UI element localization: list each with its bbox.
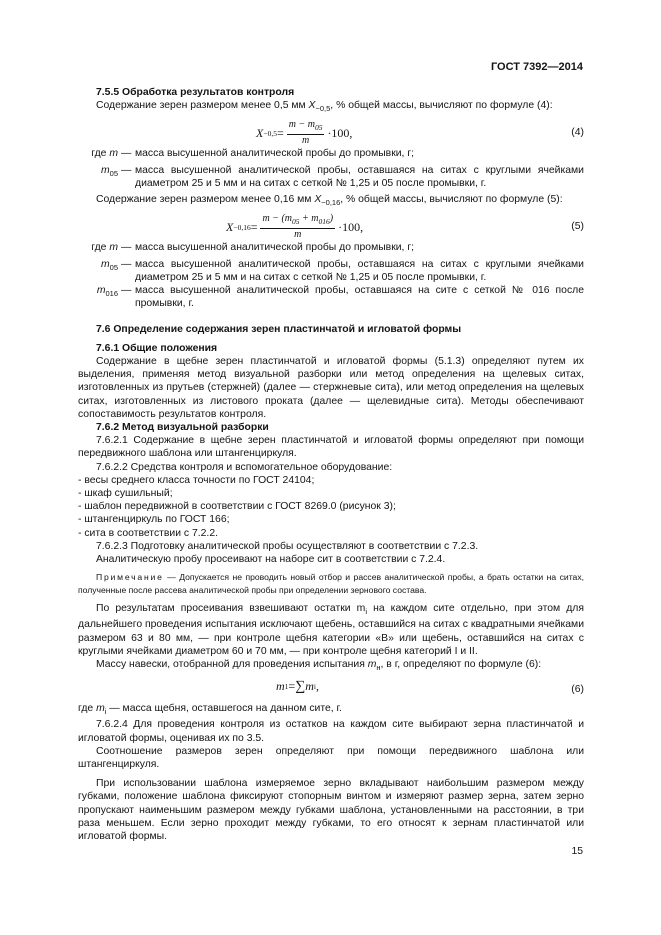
list-item: - шаблон передвижной в соответствии с ГОСТ 8269.0 (рисунок 3); <box>78 501 396 513</box>
list-item: - штангенциркуль по ГОСТ 166; <box>78 514 230 526</box>
paragraph-7-6-2-1: 7.6.2.1 Содержание в щебне зерен пластинчатой и игловатой формы определяют при помощи передвижного шаблона или штангенциркуля. <box>78 435 584 460</box>
definition-f6: где $m_i$ — масса щебня, оставшегося на данном сите, г. <box>78 703 342 717</box>
definitions-f5 <box>78 241 584 310</box>
definition-row: $m_{05}$ — масса высушенной аналитической пробы, оставшаяся на ситах с круглыми ячейками диаметром 25 и 5 мм и на ситах с сеткой № 1,25 и 05 после промывки, г. <box>101 164 584 189</box>
definitions-f4 <box>78 147 584 190</box>
paragraph-intro-f6: Массу навески, отобранной для проведения испытания $m_н$, в г, определяют по формуле (6): <box>96 658 542 672</box>
note <box>78 571 584 596</box>
paragraph-7-6-2-4: 7.6.2.4 Для проведения контроля из остатков на каждом сите выбирают зерна пластинчатой и игловатой формы, оценивая их по 3.5. <box>78 719 584 744</box>
definition-row: где m — масса высушенной аналитической пробы до промывки, г; <box>91 148 414 160</box>
formula-4: X −0,5 = $\frac{m - m_{05}}{m}$ ·100, (4) <box>256 119 584 147</box>
document-body <box>78 86 584 843</box>
paragraph-template: При использовании шаблона измеряемое зерно вкладывают наибольшим размером между губками, положение шаблона фиксируют стопорным винтом и измеряют размер зерна, затем зерно пропускают наименьшим размером между губками шаблона, установленными на расстоянии, в три раза меньшем. Если зерно проходит между губками, то его относят к зернам пластинчатой или игловатой формы. <box>78 778 584 843</box>
paragraph-sieving: Аналитическую пробу просеивают на наборе сит в соответствии с 7.2.4. <box>96 554 446 565</box>
paragraph-intro-f4: Содержание зерен размером менее 0,5 мм $X_{-0,5}$, % общей массы, вычисляют по формуле (4): <box>96 100 553 114</box>
list-item: - шкаф сушильный; <box>78 487 173 499</box>
definition-row: где m — масса высушенной аналитической пробы до промывки, г; <box>91 242 414 254</box>
paragraph-ratio: Соотношение размеров зерен определяют при помощи передвижного шаблона или штангенциркуля. <box>78 745 584 771</box>
formula-5: X −0,16 = $\frac{m - (m_{05} + m_{016})}{m}$ ·100, (5) <box>226 213 584 241</box>
paragraph-7-6-2-3: 7.6.2.3 Подготовку аналитической пробы осуществляют в соответствии с 7.2.3. <box>96 540 479 552</box>
equipment-list <box>78 474 584 540</box>
definition-row: $m_{016}$ — масса высушенной аналитической пробы, оставшаяся на сите с сеткой № 016 после промывки, г. <box>96 285 584 310</box>
formula-number-6: (6) <box>571 684 584 696</box>
paragraph-weighing: По результатам просеивания взвешивают остатки $m_i$ на каждом сите отдельно, при этом для дальнейшего проведения испытания исключают щебень, оставшийся на ситах с квадратными ячейками размером 63 и 80 мм, — при контроле щебня категории «В» или щебень, оставшийся на ситах с круглыми ячейками диаметром 60 и 70 мм, — при контроле щебня категорий I и II. <box>78 603 584 657</box>
page-number: 15 <box>571 846 583 857</box>
list-item: - сита в соответствии с 7.2.2. <box>78 527 218 539</box>
section-heading-7-5-5: 7.5.5 Обработка результатов контроля <box>96 87 295 98</box>
section-heading-7-6: 7.6 Определение содержания зерен пластинчатой и игловатой формы <box>96 323 462 335</box>
formula-number-4: (4) <box>571 127 584 139</box>
paragraph-7-6-2-2: 7.6.2.2 Средства контроля и вспомогательное оборудование: <box>96 461 393 473</box>
document-header: ГОСТ 7392—2014 <box>490 61 583 73</box>
paragraph-7-6-1: Содержание в щебне зерен пластинчатой и игловатой формы (5.1.3) определяют путем их выделения, применяя метод визуальной разборки или метод определения на щелевых ситах, изготовленных из прутьев (стержней) (далее — стержневые сита), или метод определения на щелевых ситах, изготовленных из листового проката (далее — щелевидные сита). Методы обеспечивают сопоставимость результатов контроля. <box>78 355 584 420</box>
section-heading-7-6-2: 7.6.2 Метод визуальной разборки <box>96 421 269 433</box>
paragraph-intro-f5: Содержание зерен размером менее 0,16 мм $X_{-0,16}$, % общей массы, вычисляют по формуле (5): <box>96 194 563 208</box>
formula-6: m 1 = ∑ m i , (6) <box>276 679 584 696</box>
section-heading-7-6-1: 7.6.1 Общие положения <box>96 342 218 354</box>
formula-number-5: (5) <box>571 221 584 233</box>
list-item: - весы среднего класса точности по ГОСТ 24104; <box>78 474 315 486</box>
note-text: — Допускается не проводить новый отбор и рассев аналитической пробы, а брать остатки на ситах, полученные после рассева аналитической пробы при определении зернового состава. <box>78 572 584 595</box>
note-label: Примечание <box>96 572 164 583</box>
definition-row: $m_{05}$ — масса высушенной аналитической пробы, оставшаяся на ситах с круглыми ячейками диаметром 25 и 5 мм и на ситах с сеткой № 1,25 и 05 после промывки, г. <box>101 258 584 283</box>
